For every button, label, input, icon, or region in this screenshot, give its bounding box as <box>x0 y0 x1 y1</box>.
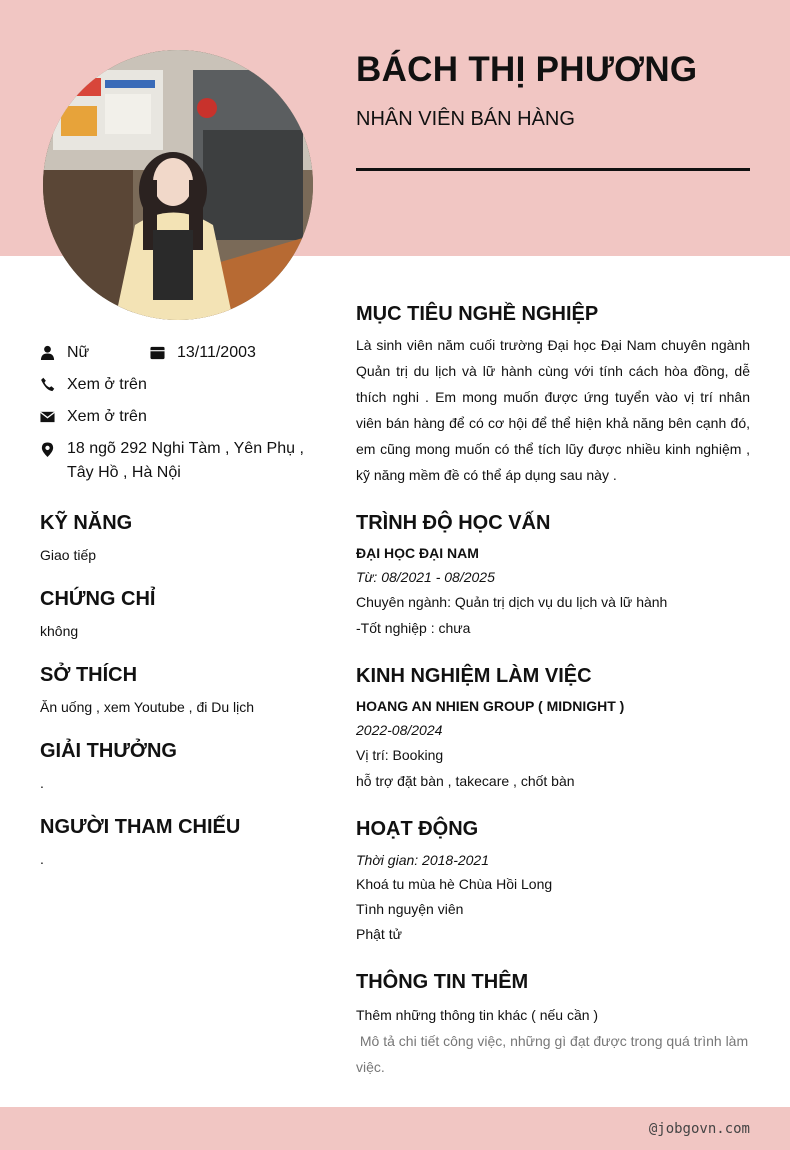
education-school: ĐẠI HỌC ĐẠI NAM <box>356 545 479 561</box>
education-major: Chuyên ngành: Quản trị dịch vụ du lịch và lữ hành <box>356 594 668 610</box>
email-row <box>40 405 240 429</box>
address-row <box>40 437 330 487</box>
objective-heading: MỤC TIÊU NGHỀ NGHIỆP <box>356 303 599 325</box>
education-heading: TRÌNH ĐỘ HỌC VẤN <box>356 512 551 534</box>
calendar-icon <box>150 345 165 360</box>
certificates-heading: CHỨNG CHỈ <box>40 588 156 610</box>
gender-value: Nữ <box>67 344 90 361</box>
hobbies-heading: SỞ THÍCH <box>40 664 138 686</box>
activities-period: Thời gian: 2018-2021 <box>356 852 489 868</box>
user-icon <box>40 345 55 360</box>
experience-position: Vị trí: Booking <box>356 747 444 763</box>
education-period: Từ: 08/2021 - 08/2025 <box>356 569 495 585</box>
experience-period: 2022-08/2024 <box>356 722 443 738</box>
skills-text: Giao tiếp <box>40 547 97 563</box>
profile-photo <box>43 50 313 320</box>
location-icon <box>40 441 55 458</box>
additional-hint-line-2: việc. <box>356 1059 385 1075</box>
gender-row <box>40 341 160 365</box>
email-icon <box>40 409 55 424</box>
job-title: NHÂN VIÊN BÁN HÀNG <box>356 108 575 130</box>
birthday-value: 13/11/2003 <box>177 344 256 361</box>
activity-item: Tình nguyện viên <box>356 901 464 917</box>
skills-heading: KỸ NĂNG <box>40 512 133 534</box>
activities-heading: HOẠT ĐỘNG <box>356 818 479 840</box>
address-line-1: 18 ngõ 292 Nghi Tàm , Yên Phụ , <box>67 440 304 457</box>
additional-heading: THÔNG TIN THÊM <box>356 971 529 993</box>
experience-duties: hỗ trợ đặt bàn , takecare , chốt bàn <box>356 773 575 789</box>
phone-value: Xem ở trên <box>67 376 147 393</box>
additional-text: Thêm những thông tin khác ( nếu cần ) <box>356 1007 599 1023</box>
address-line-2: Tây Hồ , Hà Nội <box>67 464 181 481</box>
references-text: . <box>40 851 44 867</box>
candidate-name: BÁCH THỊ PHƯƠNG <box>356 50 698 89</box>
activities-block <box>356 848 750 947</box>
birthday-row <box>150 341 290 365</box>
education-graduation: -Tốt nghiệp : chưa <box>356 620 471 636</box>
additional-block <box>356 1002 750 1080</box>
phone-row <box>40 373 240 397</box>
title-divider <box>356 168 750 171</box>
awards-text: . <box>40 775 44 791</box>
objective-text: Là sinh viên năm cuối trường Đại học Đại Nam chuyên ngành Quản trị du lịch và lữ hành cùng với tính cách hòa đồng, dễ thích nghi . Em mong muốn được ứng tuyển vào vị trí nhân viên bán hàng để có cơ hội để thể hiện khả năng bên cạnh đó, em cũng mong muốn có thể tích lũy được nhiều kinh nghiệm , kỹ năng mềm đề có thể áp dụng sau này . <box>356 337 750 483</box>
references-heading: NGƯỜI THAM CHIẾU <box>40 816 241 838</box>
email-value: Xem ở trên <box>67 408 147 425</box>
experience-heading: KINH NGHIỆM LÀM VIỆC <box>356 665 592 687</box>
education-block <box>356 541 750 641</box>
address-value <box>67 437 304 485</box>
awards-heading: GIẢI THƯỞNG <box>40 740 177 762</box>
phone-icon <box>40 377 55 392</box>
footer-watermark: @jobgovn.com <box>648 1121 750 1137</box>
activity-item: Khoá tu mùa hè Chùa Hồi Long <box>356 876 553 892</box>
additional-hint-line-1: Mô tả chi tiết công việc, những gì đạt được trong quá trình làm <box>356 1033 749 1049</box>
hobbies-text: Ăn uống , xem Youtube , đi Du lịch <box>40 699 255 715</box>
certificates-text: không <box>40 623 79 639</box>
experience-block <box>356 694 750 794</box>
activity-item: Phật tử <box>356 926 402 942</box>
experience-company: HOANG AN NHIEN GROUP ( MIDNIGHT ) <box>356 698 625 714</box>
